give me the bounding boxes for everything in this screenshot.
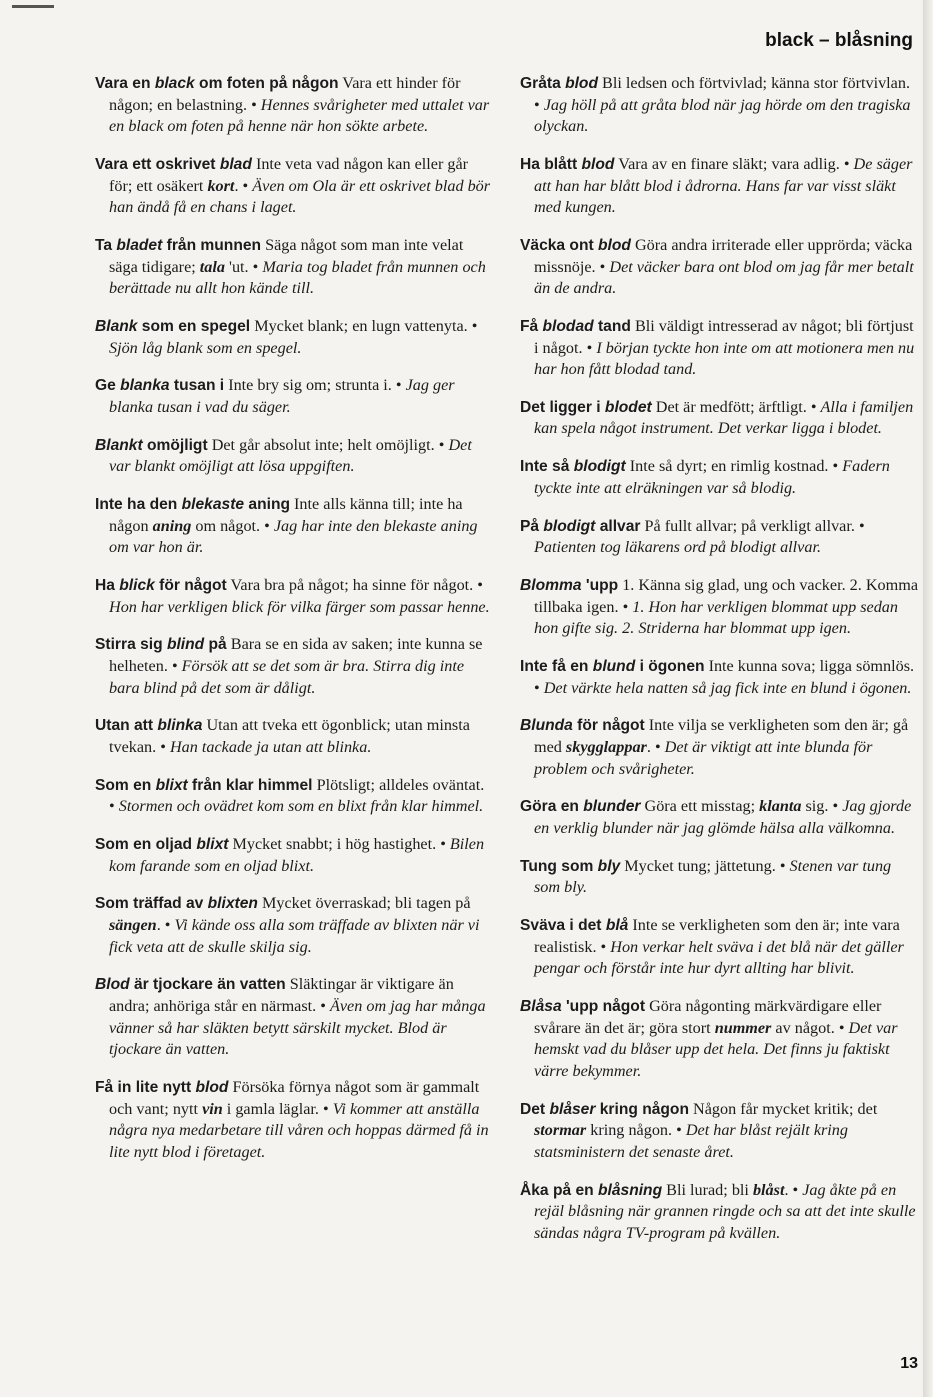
headword-part: för något xyxy=(572,717,645,735)
headword-part: Stirra sig xyxy=(95,636,167,654)
page-number: 13 xyxy=(900,1355,918,1372)
entry-headword xyxy=(520,318,631,335)
headword-part: blodad xyxy=(542,317,594,335)
dictionary-entry: Blunda för något Inte vilja se verkligheten som den är; gå med skygglappar. • Det är viktigt att inte blunda för problem och svårigheter. xyxy=(520,716,909,778)
dictionary-entry: Göra en blunder Göra ett misstag; klanta sig. • Jag gjorde en verklig blunder när jag glömde hälsa alla välkomna. xyxy=(520,797,912,837)
definition-part: Bli lurad; bli xyxy=(666,1180,753,1199)
right-column xyxy=(520,73,918,1261)
definition-part: Göra ett misstag; xyxy=(644,797,760,816)
headword-part: Åka på en xyxy=(520,1181,598,1199)
dictionary-entry: Det blåser kring någon Någon får mycket kritik; det stormar kring någon. • Det har blåst rejält kring statsministern det senaste året. xyxy=(520,1099,878,1161)
entry-headword xyxy=(95,717,202,734)
headword-part: På xyxy=(520,517,544,535)
entry-definition xyxy=(231,576,474,594)
page-edge xyxy=(923,0,933,1397)
definition-part: På fullt allvar; på verkligt allvar. xyxy=(644,516,855,535)
example-part: Även om jag har många vänner så har släkten betytt särskilt mycket. Blod är tjockare än vatten. xyxy=(109,997,486,1059)
dictionary-entry: Blod är tjockare än vatten Släktingar är viktigare än andra; anhöriga står en närmast. • Även om jag har många vänner så har släkten betytt särskilt mycket. Blod är tjockare än vatten. xyxy=(95,975,486,1059)
entry-example xyxy=(109,916,479,956)
example-part: Jag ger blanka tusan i vad du säger. xyxy=(109,376,455,416)
entry-headword xyxy=(95,318,250,335)
example-part: Patienten tog läkarens ord på blodigt allvar. xyxy=(534,538,822,557)
definition-part: kort xyxy=(207,176,235,195)
dictionary-entry: Ta bladet från munnen Säga något som man inte velat säga tidigare; tala 'ut. • Maria tog bladet från munnen och berättade nu allt hon kände till. xyxy=(95,235,486,298)
headword-part: Ha blått xyxy=(520,155,582,173)
definition-part: Utan att tveka ett ögonblick; utan minsta tvekan. xyxy=(109,716,470,756)
dictionary-entry: Blank som en spegel Mycket blank; en lugn vattenyta. • Sjön låg blank som en spegel. xyxy=(95,316,478,357)
headword-part: Det ligger i xyxy=(520,398,605,416)
example-part: Bilen kom farande som en oljad blixt. xyxy=(109,835,485,875)
entry-example xyxy=(544,679,912,697)
entry-example xyxy=(534,339,914,379)
dictionary-entry: Väcka ont blod Göra andra irriterade eller upprörda; väcka missnöje. • Det väcker bara ont blod om jag får mer betalt än de andra. xyxy=(520,235,914,298)
headword-part: blodigt xyxy=(543,517,596,535)
dictionary-entry: Sväva i det blå Inte se verkligheten som den är; inte vara realistisk. • Hon verkar helt sväva i det blå när det gäller pengar och förstår inte hur dyrt allting har blivit. xyxy=(520,916,904,978)
entry-headword xyxy=(520,156,614,173)
definition-part: Inte kunna sova; ligga sömnlös. xyxy=(708,656,915,675)
headword-part: bladet xyxy=(116,236,163,254)
headword-part: blodet xyxy=(604,398,652,416)
definition-part: Inte bry sig om; strunta i. xyxy=(228,376,392,395)
definition-part: nummer xyxy=(714,1018,772,1037)
entry-headword xyxy=(520,399,652,416)
definition-part: 'ut. xyxy=(224,257,249,276)
definition-part: Göra andra irriterade eller upprörda; väcka missnöje. xyxy=(534,235,913,276)
example-part: Det värkte hela natten så jag fick inte en blund i ögonen. xyxy=(543,678,912,697)
entry-definition xyxy=(645,517,855,535)
example-part: Han tackade ja utan att blinka. xyxy=(169,737,372,756)
headword-part: Få in lite nytt xyxy=(95,1079,196,1096)
headword-part: Blank xyxy=(95,317,138,335)
entry-definition xyxy=(630,457,829,475)
headword-part: bly xyxy=(597,857,621,875)
definition-part: klanta xyxy=(759,797,802,816)
definition-part: Det är medfött; ärftligt. xyxy=(655,397,807,416)
headword-part: Inte få en xyxy=(520,657,593,675)
headword-part: tusan i xyxy=(169,377,225,395)
definition-part: Mycket överraskad; bli tagen på xyxy=(261,894,471,913)
entry-example xyxy=(534,538,821,556)
entry-headword xyxy=(95,976,286,993)
example-part: Vi kommer att anställa några nya medarbetare till våren och hoppas därmed få in lite nytt blod i företaget. xyxy=(109,1099,489,1161)
headword-part: Ha xyxy=(95,577,120,594)
entry-headword xyxy=(95,75,339,92)
headword-part: blund xyxy=(592,657,636,675)
example-part: Hennes svårigheter med uttalet var en black om foten på henne när hon sökte arbete. xyxy=(109,95,490,136)
example-part: Stenen var tung som bly. xyxy=(534,856,892,897)
headword-part: Som en oljad xyxy=(95,836,197,854)
example-part: Det väcker bara ont blod om jag får mer betalt än de andra. xyxy=(534,257,914,298)
definition-part: . xyxy=(646,737,651,756)
headword-part: blixten xyxy=(207,895,258,913)
example-part: Fadern tyckte inte att elräkningen var så blodig. xyxy=(534,457,890,497)
entry-headword xyxy=(95,895,258,912)
definition-part: Inte veta vad någon kan eller går för; ett osäkert xyxy=(109,154,469,195)
entry-headword xyxy=(95,377,224,394)
definition-part: om något. xyxy=(191,516,261,535)
dictionary-entry: Åka på en blåsning Bli lurad; bli blåst. • Jag åkte på en rejäl blåsning när grannen ringde och sa att det inte skulle sändas några TV-program på kvällen. xyxy=(520,1180,916,1242)
example-part: Försök att se det som är bra. Stirra dig inte bara blind på det som är dåligt. xyxy=(109,656,465,697)
example-part: I början tyckte hon inte om att motionera men nu har hon fått blodad tand. xyxy=(534,338,915,379)
entry-headword xyxy=(95,577,227,594)
dictionary-entry: Inte få en blund i ögonen Inte kunna sova; ligga sömnlös. • Det värkte hela natten så jag fick inte en blund i ögonen. xyxy=(520,656,915,697)
headword-part: från munnen xyxy=(162,236,262,254)
entry-headword xyxy=(95,437,208,454)
definition-part: . xyxy=(234,176,239,195)
definition-part: Bli ledsen och förtvivlad; känna stor förtvivlan. xyxy=(602,74,910,92)
entry-headword xyxy=(520,1182,662,1199)
headword-part: blanka xyxy=(120,377,170,395)
definition-part: Mycket snabbt; i hög hastighet. xyxy=(232,835,437,854)
entry-headword xyxy=(95,636,227,653)
entry-example xyxy=(170,738,371,756)
entry-definition xyxy=(254,317,468,335)
headword-part: blod xyxy=(195,1079,229,1096)
definition-part: stormar xyxy=(534,1121,587,1140)
headword-part: kring någon xyxy=(595,1100,689,1118)
example-part: Jag gjorde en verklig blunder när jag glömde hälsa alla välkomna. xyxy=(534,797,912,837)
headword-part: blixt xyxy=(196,836,229,854)
definition-part: Vara av en finare släkt; vara adlig. xyxy=(618,154,840,173)
definition-part: Mycket blank; en lugn vattenyta. xyxy=(254,316,468,335)
definition-part: Bli väldigt intresserad av något; bli förtjust i något. xyxy=(534,316,914,357)
headword-part: aning xyxy=(244,496,290,514)
headword-part: som en spegel xyxy=(137,317,251,335)
headword-part: blod xyxy=(581,155,615,173)
headword-part: i ögonen xyxy=(635,657,705,675)
dictionary-entry: Tung som bly Mycket tung; jättetung. • Stenen var tung som bly. xyxy=(520,856,892,897)
headword-part: på xyxy=(204,636,227,654)
headword-part: blod xyxy=(598,236,631,254)
entry-definition xyxy=(602,74,910,92)
dictionary-entry: Stirra sig blind på Bara se en sida av saken; inte kunna se helheten. • Försök att se det som är bra. Stirra dig inte bara blind på det som är dåligt. xyxy=(95,635,483,697)
dictionary-entry: Blankt omöjligt Det går absolut inte; helt omöjligt. • Det var blankt omöjligt att lösa uppgiften. xyxy=(95,435,472,476)
headword-part: blodigt xyxy=(573,458,626,476)
dictionary-entry: Få in lite nytt blod Försöka förnya något som är gammalt och vant; nytt vin i gamla läglar. • Vi kommer att anställa några nya medarbetare till våren och hoppas därmed få in lite nytt blod i företaget. xyxy=(95,1078,489,1161)
headword-part: Vara en xyxy=(95,75,155,92)
definition-part: i gamla läglar. xyxy=(222,1099,319,1118)
dictionary-entry: Blomma 'upp 1. Känna sig glad, ung och vacker. 2. Komma tillbaka igen. • 1. Hon har verkligen blommat upp sedan hon gifte sig. 2. Striderna har blommat upp igen. xyxy=(520,576,919,638)
headword-part: Väcka ont xyxy=(520,236,598,254)
headword-part: blixt xyxy=(155,776,188,794)
headword-part: blekaste xyxy=(181,496,245,514)
headword-part: Sväva i det xyxy=(520,917,606,935)
entry-headword xyxy=(520,75,598,92)
definition-part: . xyxy=(156,916,161,935)
headword-part: Blankt xyxy=(95,436,143,454)
headword-part: Som en xyxy=(95,776,156,794)
headword-part: Blåsa xyxy=(520,998,562,1016)
entry-definition xyxy=(317,776,485,794)
headword-part: 'upp xyxy=(581,577,619,594)
headword-part: för något xyxy=(154,577,227,594)
definition-part: Mycket tung; jättetung. xyxy=(624,856,776,875)
definition-part: Inte så dyrt; en rimlig kostnad. xyxy=(629,457,829,476)
definition-part: Någon får mycket kritik; det xyxy=(693,1099,878,1118)
entry-headword xyxy=(520,237,631,254)
entry-headword xyxy=(520,577,618,594)
example-part: Stormen och ovädret kom som en blixt från klar himmel. xyxy=(118,797,484,816)
example-part: Det var blankt omöjligt att lösa uppgiften. xyxy=(109,435,472,476)
example-part: Hon har verkligen blick för vilka färger som passar henne. xyxy=(109,597,490,616)
dictionary-entry: Ge blanka tusan i Inte bry sig om; strunta i. • Jag ger blanka tusan i vad du säger. xyxy=(95,376,455,416)
entry-definition xyxy=(645,797,829,815)
headword-part: blind xyxy=(166,636,205,654)
headword-part: om foten på någon xyxy=(194,75,339,92)
definition-part: . xyxy=(784,1180,789,1199)
dictionary-entry: Vara en black om foten på någon Vara ett hinder för någon; en belastning. • Hennes svårigheter med uttalet var en black om foten på henne när hon sökte arbete. xyxy=(95,74,490,136)
entry-definition xyxy=(656,398,807,416)
entry-headword xyxy=(95,237,261,254)
definition-part: 1. Känna sig glad, ung och vacker. 2. Komma tillbaka igen. xyxy=(534,576,919,616)
headword-part: från klar himmel xyxy=(187,776,313,794)
definition-part: Försöka förnya något som är gammalt och vant; nytt xyxy=(109,1078,480,1118)
headword-part: Som träffad av xyxy=(95,895,208,913)
definition-part: sängen xyxy=(109,916,157,935)
running-header: black – blåsning xyxy=(765,30,913,51)
headword-part: Vara ett oskrivet xyxy=(95,155,220,173)
dictionary-entry: Inte så blodigt Inte så dyrt; en rimlig kostnad. • Fadern tyckte inte att elräkningen var så blodig. xyxy=(520,457,890,497)
entry-definition xyxy=(232,835,436,853)
dictionary-entry: På blodigt allvar På fullt allvar; på verkligt allvar. • Patienten tog läkarens ord på blodigt allvar. xyxy=(520,516,865,557)
entry-definition xyxy=(212,436,435,454)
headword-part: omöjligt xyxy=(142,436,208,454)
definition-part: tala xyxy=(199,257,225,276)
headword-part: Ge xyxy=(95,377,121,395)
entry-headword xyxy=(95,836,228,853)
entry-headword xyxy=(95,496,290,513)
definition-part: Plötsligt; alldeles oväntat. xyxy=(316,775,485,794)
headword-part: 'upp något xyxy=(561,998,646,1016)
entry-headword xyxy=(520,858,620,875)
entry-definition xyxy=(666,1181,788,1199)
definition-part: Inte vilja se verkligheten som den är; gå med xyxy=(534,716,909,756)
headword-part: Gråta xyxy=(520,75,566,92)
entry-definition xyxy=(618,155,840,173)
definition-part: aning xyxy=(152,516,192,535)
headword-part: Inte så xyxy=(520,458,574,476)
example-part: Sjön låg blank som en spegel. xyxy=(109,338,302,357)
example-part: Hon verkar helt sväva i det blå när det gäller pengar och förstår inte hur dyrt allting har blivit. xyxy=(534,937,904,978)
entry-example xyxy=(534,96,910,136)
example-part: De säger att han har blått blod i ådrorna. Hans far var visst släkt med kungen. xyxy=(534,154,913,217)
headword-part: black xyxy=(154,75,195,92)
headword-part: blod xyxy=(565,75,598,92)
dictionary-entry: Som en blixt från klar himmel Plötsligt; alldeles oväntat. • Stormen och ovädret kom som en blixt från klar himmel. xyxy=(95,775,485,816)
definition-part: vin xyxy=(202,1099,223,1118)
definition-part: Bara se en sida av saken; inte kunna se helheten. xyxy=(109,635,483,675)
entry-headword xyxy=(520,518,640,535)
entry-definition xyxy=(228,376,392,394)
entry-definition xyxy=(709,657,914,675)
dictionary-entry: Vara ett oskrivet blad Inte veta vad någon kan eller går för; ett osäkert kort. • Även om Ola är ett oskrivet blad bör han ändå få en chans i laget. xyxy=(95,154,491,217)
entry-headword xyxy=(520,917,628,934)
headword-part: blunder xyxy=(583,798,641,816)
definition-part: Göra någonting märkvärdigare eller svårare än det är; göra stort xyxy=(534,997,882,1037)
dictionary-entry: Ha blått blod Vara av en finare släkt; vara adlig. • De säger att han har blått blod i ådrorna. Hans far var visst släkt med kungen. xyxy=(520,154,913,217)
headword-part: allvar xyxy=(595,517,641,535)
definition-part: blåst xyxy=(752,1180,785,1199)
entry-headword xyxy=(95,156,252,173)
dictionary-entry: Blåsa 'upp något Göra någonting märkvärdigare eller svårare än det är; göra stort nummer av något. • Det var hemskt vad du blåser upp det hela. Det finns ju faktiskt värre bekymmer. xyxy=(520,997,898,1080)
entry-example xyxy=(109,598,490,616)
headword-part: Få xyxy=(520,317,543,335)
entry-headword xyxy=(95,1079,228,1096)
headword-part: är tjockare än vatten xyxy=(129,976,286,994)
dictionary-entry: Gråta blod Bli ledsen och förtvivlad; känna stor förtvivlan. • Jag höll på att gråta blod när jag hörde om den tragiska olyckan. xyxy=(520,74,911,136)
dictionary-entry: Utan att blinka Utan att tveka ett ögonblick; utan minsta tvekan. • Han tackade ja utan att blinka. xyxy=(95,716,470,756)
definition-part: Inte se verkligheten som den är; inte vara realistisk. xyxy=(534,916,900,956)
entry-headword xyxy=(95,777,313,794)
example-part: Jag har inte den blekaste aning om var hon är. xyxy=(109,516,478,557)
example-part: Även om Ola är ett oskrivet blad bör han ändå få en chans i laget. xyxy=(109,176,491,217)
entry-headword xyxy=(520,998,645,1015)
entry-example xyxy=(119,797,483,815)
headword-part: Det xyxy=(520,1100,550,1118)
headword-part: Utan att xyxy=(95,717,158,735)
definition-part: Det går absolut inte; helt omöjligt. xyxy=(211,435,435,454)
definition-part: av något. xyxy=(771,1018,835,1037)
scan-mark xyxy=(12,5,54,8)
headword-part: tand xyxy=(593,317,631,335)
headword-part: Blod xyxy=(95,976,130,994)
dictionary-entry: Det ligger i blodet Det är medfött; ärftligt. • Alla i familjen kan spela något instrument. Det verkar ligga i blodet. xyxy=(520,397,914,438)
definition-part: Inte alls känna till; inte ha någon xyxy=(109,495,463,535)
headword-part: Inte ha den xyxy=(95,496,182,514)
headword-part: Göra en xyxy=(520,798,584,816)
example-part: 1. Hon har verkligen blommat upp sedan hon gifte sig. 2. Striderna har blommat upp igen. xyxy=(534,597,898,638)
headword-part: Blomma xyxy=(520,577,582,594)
entry-headword xyxy=(520,798,640,815)
definition-part: kring någon. xyxy=(586,1121,673,1140)
headword-part: blinka xyxy=(157,717,203,735)
definition-part: Vara bra på något; ha sinne för något. xyxy=(230,576,474,594)
example-part: Jag höll på att gråta blod när jag hörde om den tragiska olyckan. xyxy=(534,95,911,136)
dictionary-entry: Ha blick för något Vara bra på något; ha sinne för något. • Hon har verkligen blick för vilka färger som passar henne. xyxy=(95,576,490,616)
headword-part: Ta xyxy=(95,236,117,254)
dictionary-entry: Som en oljad blixt Mycket snabbt; i hög hastighet. • Bilen kom farande som en oljad blixt. xyxy=(95,835,485,875)
entry-headword xyxy=(520,458,626,475)
example-part: Jag åkte på en rejäl blåsning när grannen ringde och sa att det inte skulle sändas några TV-program på kvällen. xyxy=(534,1180,916,1242)
example-part: Det är viktigt att inte blunda för problem och svårigheter. xyxy=(534,737,873,778)
definition-part: sig. xyxy=(801,797,829,816)
example-part: Alla i familjen kan spela något instrument. Det verkar ligga i blodet. xyxy=(534,397,914,438)
entry-definition xyxy=(624,857,776,875)
definition-part: Säga något som man inte velat säga tidigare; xyxy=(109,235,464,276)
example-part: Det har blåst rejält kring statsministern det senaste året. xyxy=(534,1121,848,1161)
dictionary-entry: Inte ha den blekaste aning Inte alls känna till; inte ha någon aning om något. • Jag har inte den blekaste aning om var hon är. xyxy=(95,495,478,557)
headword-part: blad xyxy=(219,155,252,173)
left-column xyxy=(95,73,493,1180)
example-part: Det var hemskt vad du blåser upp det hela. Det finns ju faktiskt värre bekymmer. xyxy=(534,1018,898,1080)
entry-headword xyxy=(520,1101,689,1118)
example-part: Vi kände oss alla som träffade av blixten när vi fick veta att de skulle skilja sig. xyxy=(109,916,480,956)
entry-headword xyxy=(520,717,645,734)
dictionary-entry: Få blodad tand Bli väldigt intresserad av något; bli förtjust i något. • I början tyckte hon inte om att motionera men nu har hon fått blodad tand. xyxy=(520,316,915,379)
dictionary-entry: Som träffad av blixten Mycket överraskad; bli tagen på sängen. • Vi kände oss alla som träffade av blixten när vi fick veta att de skulle skilja sig. xyxy=(95,894,480,956)
headword-part: blåser xyxy=(549,1100,596,1118)
headword-part: Blunda xyxy=(520,717,573,735)
entry-headword xyxy=(520,658,705,675)
headword-part: blåsning xyxy=(598,1181,663,1199)
example-part: Maria tog bladet från munnen och berättade nu allt hon kände till. xyxy=(109,257,486,298)
headword-part: blå xyxy=(605,917,629,935)
headword-part: Tung som xyxy=(520,857,598,875)
definition-part: skygglappar xyxy=(565,737,647,756)
definition-part: Släktingar är viktigare än andra; anhöriga står en närmast. xyxy=(109,975,454,1016)
headword-part: blick xyxy=(119,577,155,594)
definition-part: Vara ett hinder för någon; en belastning. xyxy=(109,74,461,114)
entry-example xyxy=(109,339,301,357)
